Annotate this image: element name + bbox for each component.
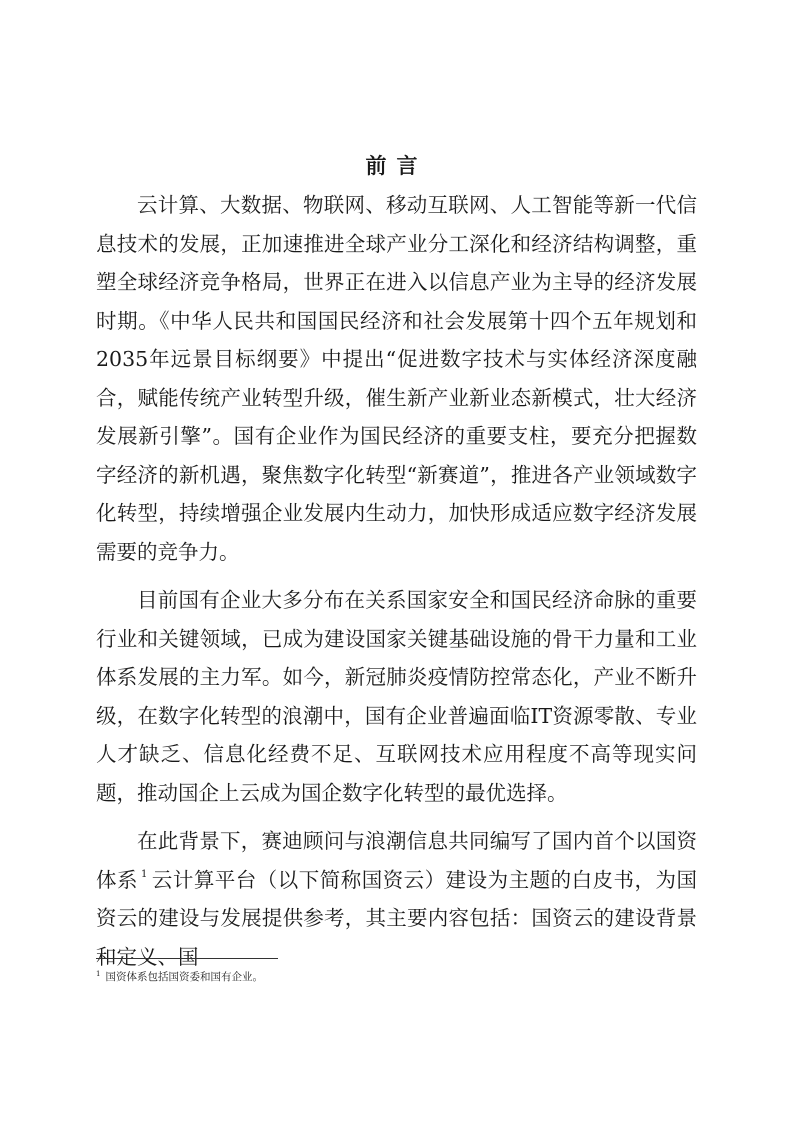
footnote-mark: 1 (96, 970, 101, 978)
paragraph-1: 云计算、大数据、物联网、移动互联网、人工智能等新一代信息技术的发展，正加速推进全球产业分工深化和经济结构调整，重塑全球经济竞争格局，世界正在进入以信息产业为主导的经济发展时期。《中华人民共和国国民经济和社会发展第十四个五年规划和2035年远景目标纲要》中提出“促进数字技术与实体经济深度融合，赋能传统产业转型升级，催生新产业新业态新模式，壮大经济发展新引擎”。国有企业作为国民经济的重要支柱，要充分把握数字经济的新机遇，聚焦数字化转型“新赛道”，推进各产业领域数字化转型，持续增强企业发展内生动力，加快形成适应数字经济发展需要的竞争力。 (96, 193, 697, 564)
footnote-divider (96, 958, 278, 959)
footnote (96, 966, 263, 985)
paragraph-3 (96, 822, 697, 976)
paragraph-3-text-after: 云计算平台（以下简称国资云）建设为主题的白皮书，为国资云的建设与发展提供参考，其主要内容包括：国资云的建设背景和定义、国 (96, 867, 698, 969)
page-title: 前言 (365, 153, 428, 178)
footnote-text: 国资体系包括国资委和国有企业。 (105, 971, 263, 983)
footnote-reference[interactable]: 1 (140, 868, 148, 880)
paragraph-3-text-before: 在此背景下，赛迪顾问与浪潮信息共同编写了国内首个以国资体系 (96, 829, 697, 892)
paragraph-2: 目前国有企业大多分布在关系国家安全和国民经济命脉的重要行业和关键领域，已成为建设国家关键基础设施的骨干力量和工业体系发展的主力军。如今，新冠肺炎疫情防控常态化，产业不断升级，在数字化转型的浪潮中，国有企业普遍面临IT资源零散、专业人才缺乏、信息化经费不足、互联网技术应用程度不高等现实问题，推动国企上云成为国企数字化转型的最优选择。 (96, 588, 697, 805)
document-body (96, 186, 697, 986)
